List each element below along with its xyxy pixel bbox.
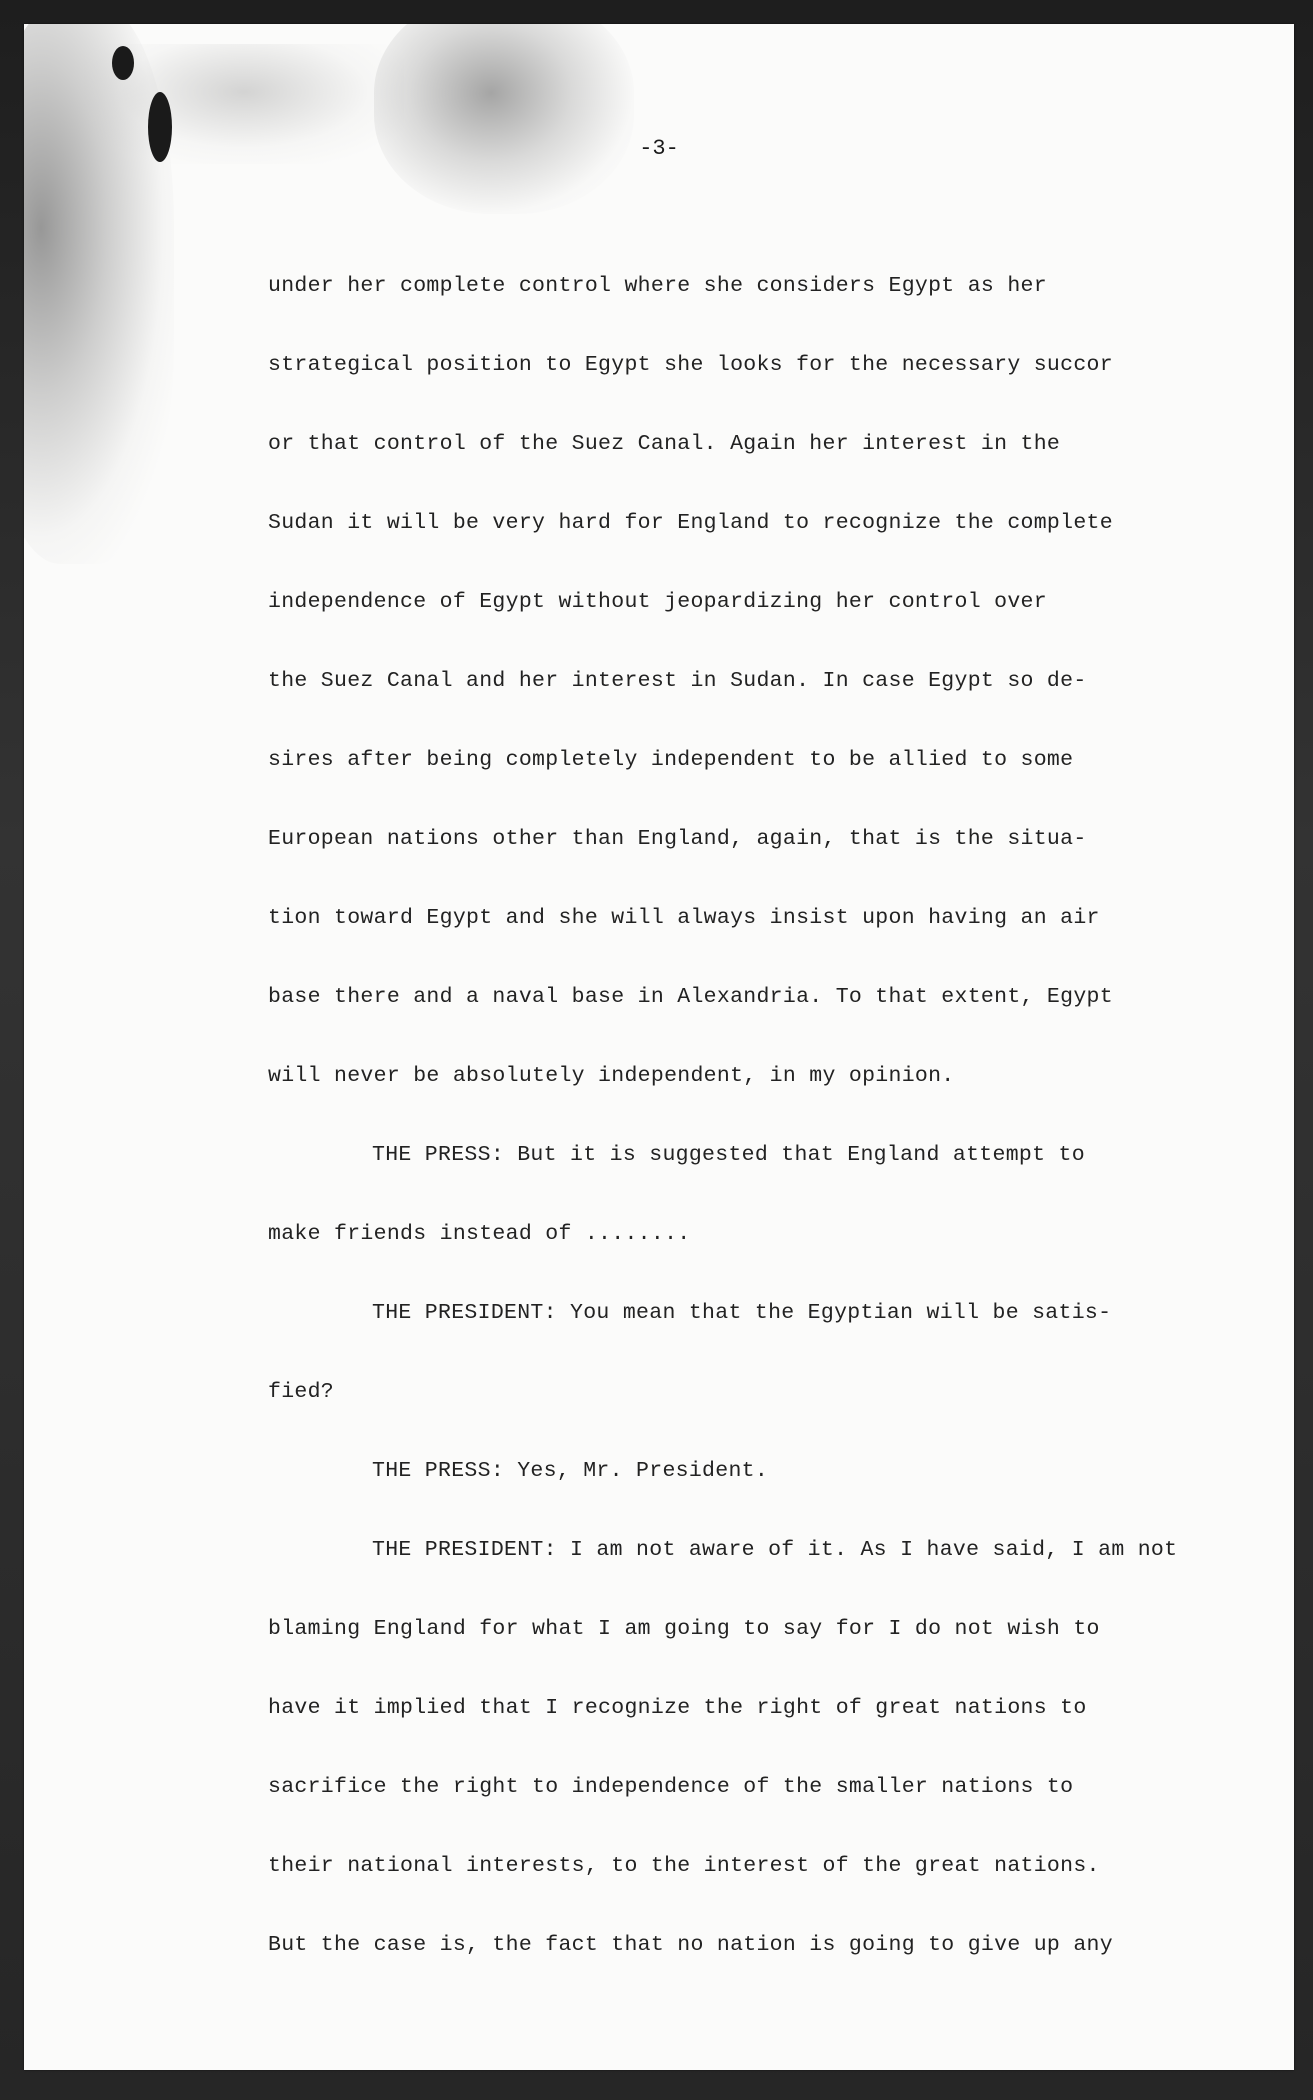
text-line: sacrifice the right to independence of the smaller nations to (268, 1775, 1074, 1799)
speaker-line-president: THE PRESIDENT: You mean that the Egyptian will be satis- (372, 1301, 1112, 1325)
text-line: But the case is, the fact that no nation is going to give up any (268, 1933, 1113, 1957)
text-line: blaming England for what I am going to say for I do not wish to (268, 1617, 1100, 1641)
text-line: or that control of the Suez Canal. Again her interest in the (268, 432, 1061, 456)
speaker-line-president: THE PRESIDENT: I am not aware of it. As I have said, I am not (372, 1538, 1178, 1562)
text-line: European nations other than England, again, that is the situa- (268, 827, 1087, 851)
text-line: the Suez Canal and her interest in Sudan. In case Egypt so de- (268, 669, 1087, 693)
text-line: base there and a naval base in Alexandria. To that extent, Egypt (268, 985, 1113, 1009)
text-line: sires after being completely independent to be allied to some (268, 748, 1074, 772)
punch-hole-bottom (148, 92, 172, 162)
text-line: strategical position to Egypt she looks for the necessary succor (268, 353, 1113, 377)
punch-hole-top (112, 46, 134, 80)
text-line: Sudan it will be very hard for England to recognize the complete (268, 511, 1113, 535)
text-line: make friends instead of ........ (268, 1222, 691, 1246)
text-line: independence of Egypt without jeopardizing her control over (268, 590, 1047, 614)
text-line: fied? (268, 1380, 335, 1404)
text-line: under her complete control where she considers Egypt as her (268, 274, 1047, 298)
text-line: their national interests, to the interest of the great nations. (268, 1854, 1100, 1878)
page-number: -3- (639, 136, 679, 161)
stain-top-tear (374, 24, 634, 214)
transcript-body (268, 250, 1198, 1988)
text-line: have it implied that I recognize the right of great nations to (268, 1696, 1087, 1720)
text-line: tion toward Egypt and she will always insist upon having an air (268, 906, 1100, 930)
speaker-line-press: THE PRESS: But it is suggested that England attempt to (372, 1143, 1085, 1167)
document-page (24, 24, 1294, 2070)
speaker-line-press: THE PRESS: Yes, Mr. President. (372, 1459, 769, 1483)
text-line: will never be absolutely independent, in my opinion. (268, 1064, 955, 1088)
